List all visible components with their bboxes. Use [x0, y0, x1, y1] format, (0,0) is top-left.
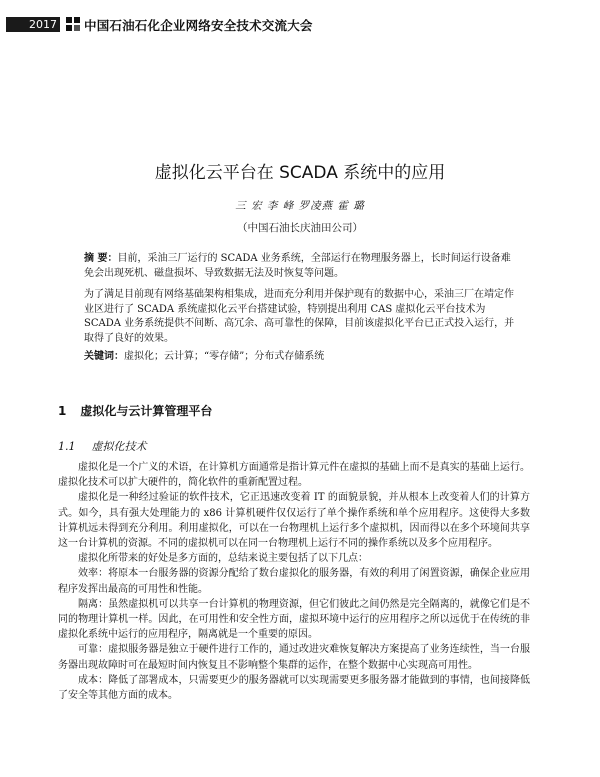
- body-paragraph: 虚拟化所带来的好处是多方面的，总结来说主要包括了以下几点：: [78, 553, 368, 565]
- keywords-text: 虚拟化；云计算；“零存储”；分布式存储系统: [124, 351, 325, 362]
- year-badge: 2017: [6, 17, 60, 32]
- subsection-heading: [58, 438, 147, 454]
- section-heading: [58, 402, 212, 419]
- conference-logo-icon: [66, 17, 80, 31]
- subsection-number: 1.1: [58, 440, 76, 453]
- paper-title: 虚拟化云平台在 SCADA 系统中的应用: [154, 163, 446, 183]
- paper-authors: 三 宏 李 峰 罗凌燕 霍 璐: [235, 200, 365, 212]
- body-paragraph: 成本：降低了部署成本，只需要更少的服务器就可以实现需要更多服务器才能做到的事情，也间接降低了安全等其他方面的成本。: [58, 674, 530, 702]
- body-paragraph: 虚拟化是一种经过验证的软件技术，它正迅速改变着 IT 的面貌景貌，并从根本上改变着人们的计算方式。如今，具有强大处理能力的 x86 计算机硬件仅仅运行了单个操作系统和单个应用程序。这使得大多数计算机远未得到充分利用。利用虚拟化，可以在一台物理机上运行多个虚拟机，因而得以在多个环境间共享这一台计算机的资源。不同的虚拟机可以在同一台物理机上运行不同的操作系统以及多个应用程序。: [58, 492, 530, 550]
- keywords-label: 关键词：: [84, 351, 124, 362]
- body-text: [58, 460, 530, 703]
- page-header: [6, 14, 594, 36]
- abstract-paragraph-2: 为了满足目前现有网络基础架构相集成，进而充分利用并保护现有的数据中心，采油三厂在靖定作业区进行了 SCADA 系统虚拟化云平台搭建试验，特别提出利用 CAS 虚拟化云平台技术为 SCADA 业务系统提供不间断、高冗余、高可靠性的保障，目前该虚拟化平台已正式投入运行，并取得了良好的效果。: [84, 289, 515, 344]
- body-paragraph: 效率：将原本一台服务器的资源分配给了数台虚拟化的服务器，有效的利用了闲置资源，确保企业应用程序发挥出最高的可用性和性能。: [58, 568, 530, 595]
- abstract-paragraph-1: [84, 252, 520, 281]
- abstract-text-1: 目前，采油三厂运行的 SCADA 业务系统，全部运行在物理服务器上，长时间运行设备难免会出现死机、磁盘损坏、导致数据无法及时恢复等问题。: [84, 253, 511, 279]
- keywords: [84, 350, 520, 364]
- body-paragraph: 隔离：虽然虚拟机可以共享一台计算机的物理资源，但它们彼此之间仍然是完全隔离的，就像它们是不同的物理计算机一样。因此，在可用性和安全性方面，虚拟环境中运行的应用程序之所以远优于在传统的非虚拟化系统中运行的应用程序，隔离就是一个重要的原因。: [58, 598, 530, 641]
- conference-title: 中国石油石化企业网络安全技术交流大会: [84, 18, 313, 33]
- section-number: 1: [58, 404, 67, 418]
- subsection-title: 虚拟化技术: [91, 440, 147, 453]
- abstract-label: 摘 要：: [84, 253, 118, 264]
- body-paragraph: 虚拟化是一个广义的术语，在计算机方面通常是指计算元件在虚拟的基础上而不是真实的基础上运行。虚拟化技术可以扩大硬件的，简化软件的重新配置过程。: [58, 462, 530, 489]
- section-title: 虚拟化与云计算管理平台: [80, 404, 213, 418]
- paper-affiliation: （中国石油长庆油田公司）: [237, 222, 363, 234]
- body-paragraph: 可靠：虚拟服务器是独立于硬件进行工作的，通过改进灾难恢复解决方案提高了业务连续性，当一台服务器出现故障时可在最短时间内恢复且不影响整个集群的运作，在整个数据中心实现高可用性。: [58, 644, 530, 671]
